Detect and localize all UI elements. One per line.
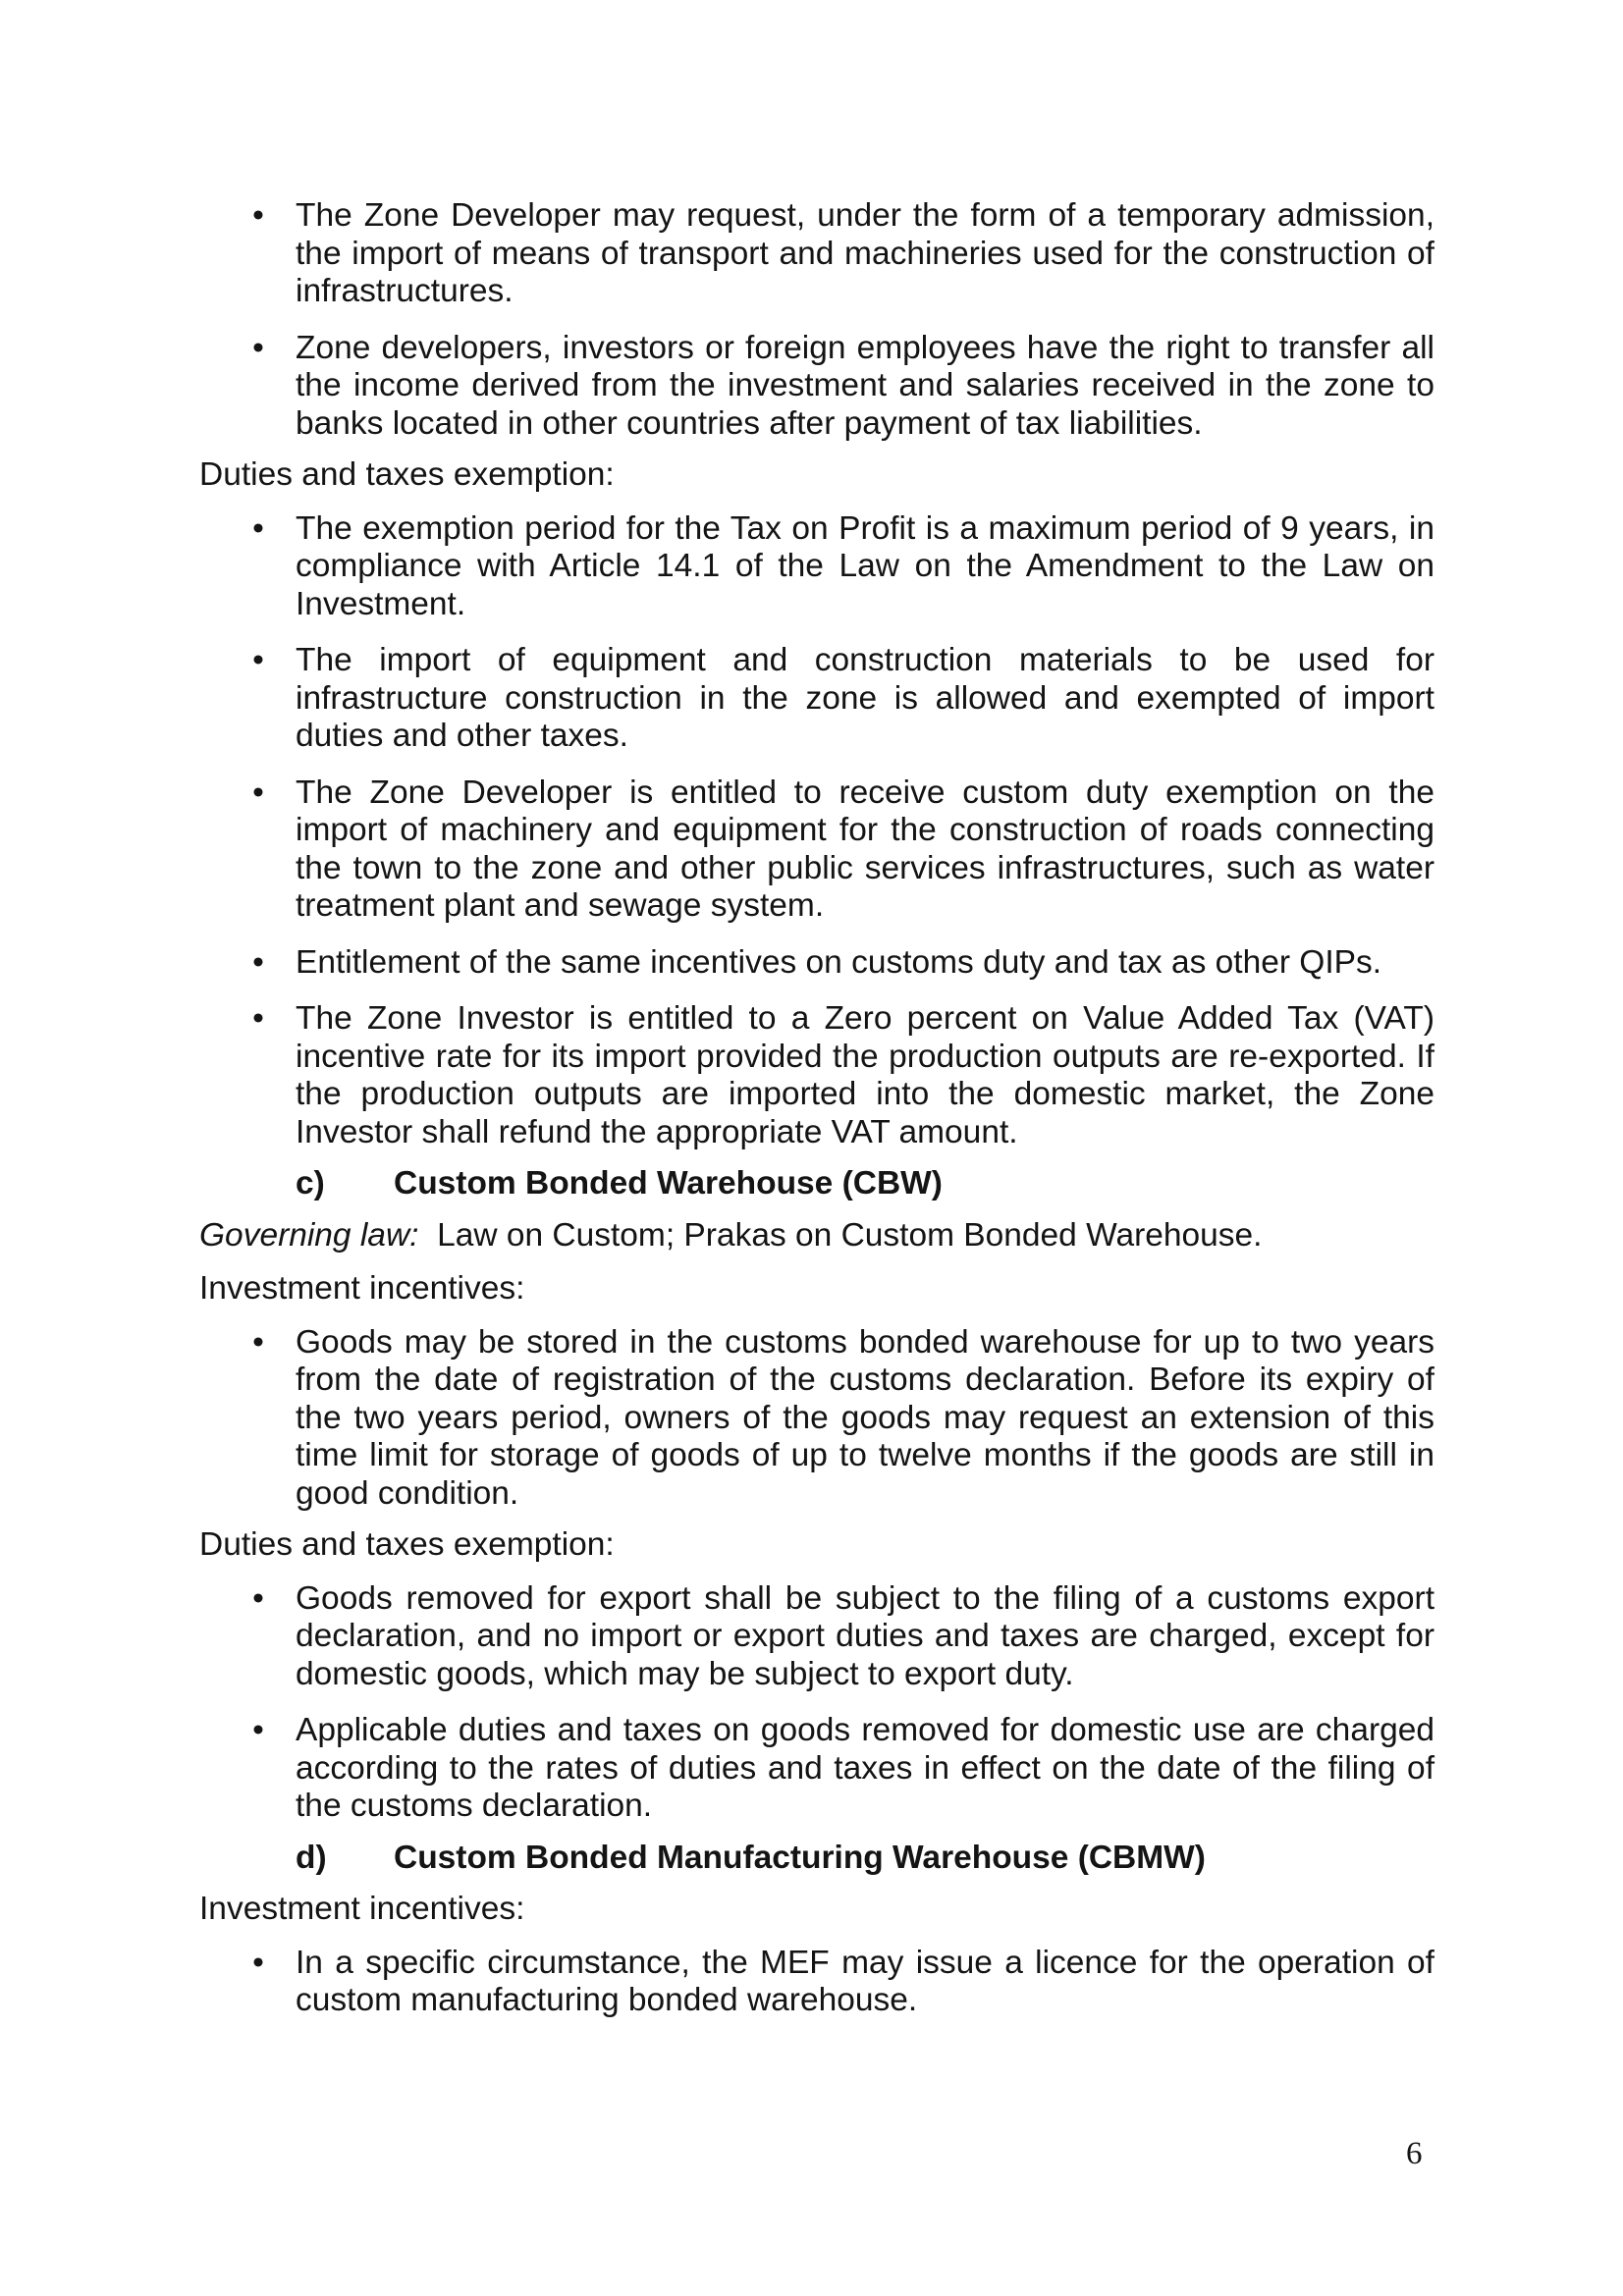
list-item-text: Entitlement of the same incentives on customs duty and tax as other QIPs. (296, 943, 1382, 981)
duties-label-1: Duties and taxes exemption: (199, 456, 615, 493)
list-item-text: The Zone Investor is entitled to a Zero percent on Value Added Tax (VAT) incentive rate for its import provided the production outputs are re-exported. If the production outputs are imported into the domestic market, the Zone Investor shall refund the appropriate VAT amount. (296, 1000, 1434, 1150)
governing-law (199, 1217, 1434, 1255)
bullet-icon: • (252, 1944, 264, 1981)
bullet-list-duties-1 (199, 510, 1434, 1152)
governing-law-label: Governing law: (199, 1216, 419, 1254)
bullet-list-top (199, 197, 1434, 443)
list-item-text: Zone developers, investors or foreign employees have the right to transfer all the income derived from the investment and salaries received in the zone to banks located in other countries after payment of tax liabilities. (296, 329, 1434, 442)
document-page (199, 197, 1434, 2039)
list-item-text: The Zone Developer is entitled to receive custom duty exemption on the import of machinery and equipment for the construction of roads connecting the town to the zone and other public services infrastructures, such as water treatment plant and sewage system. (296, 774, 1434, 924)
bullet-icon: • (252, 1712, 264, 1748)
list-item (199, 1580, 1434, 1694)
bullet-icon: • (252, 509, 264, 547)
bullet-list-investment-1 (199, 1324, 1434, 1514)
list-item-text: The import of equipment and construction materials to be used for infrastructure construction in the zone is allowed and exempted of import duties and other taxes. (296, 642, 1434, 754)
list-item (199, 1712, 1434, 1826)
section-c-title: Custom Bonded Warehouse (CBW) (394, 1165, 943, 1201)
bullet-list-duties-2 (199, 1580, 1434, 1826)
page-number: 6 (1406, 2136, 1423, 2171)
list-item (199, 1324, 1434, 1514)
list-item (199, 944, 1434, 983)
list-item-text: Goods removed for export shall be subject to the filing of a customs export declaration, and no import or export duties and taxes are charged, except for domestic goods, which may be subject to export duty. (296, 1579, 1434, 1692)
bullet-icon: • (252, 329, 264, 366)
list-item-text: In a specific circumstance, the MEF may issue a licence for the operation of custom manufacturing bonded warehouse. (296, 1944, 1434, 2018)
bullet-list-investment-2 (199, 1945, 1434, 2020)
bullet-icon: • (252, 1579, 264, 1617)
list-item-text: The Zone Developer may request, under the form of a temporary admission, the import of means of transport and machineries used for the construction of infrastructures. (296, 197, 1434, 309)
list-item (199, 1000, 1434, 1151)
section-d-letter: d) (296, 1839, 327, 1876)
section-d-title: Custom Bonded Manufacturing Warehouse (CBMW) (394, 1839, 1206, 1876)
governing-law-text: Law on Custom; Prakas on Custom Bonded Warehouse. (418, 1216, 1263, 1254)
section-d-heading (199, 1840, 1434, 1878)
list-item (199, 510, 1434, 624)
list-item-text: Applicable duties and taxes on goods removed for domestic use are charged according to the rates of duties and taxes in effect on the date of the filing of the customs declaration. (296, 1712, 1434, 1824)
duties-label-2: Duties and taxes exemption: (199, 1526, 615, 1563)
list-item (199, 1945, 1434, 2020)
bullet-icon: • (252, 1000, 264, 1037)
list-item-text: Goods may be stored in the customs bonded warehouse for up to two years from the date of registration of the customs declaration. Before its expiry of the two years period, owners of the goods may request an extension of this time limit for storage of goods of up to twelve months if the goods are still in good condition. (296, 1323, 1434, 1512)
bullet-icon: • (252, 197, 264, 234)
bullet-icon: • (252, 774, 264, 811)
list-item-text: The exemption period for the Tax on Profit is a maximum period of 9 years, in compliance with Article 14.1 of the Law on the Amendment to the Law on Investment. (296, 509, 1434, 622)
bullet-icon: • (252, 943, 264, 981)
list-item (199, 774, 1434, 926)
investment-label-1: Investment incentives: (199, 1270, 525, 1307)
section-c-letter: c) (296, 1165, 325, 1201)
list-item (199, 330, 1434, 444)
bullet-icon: • (252, 1323, 264, 1361)
bullet-icon: • (252, 642, 264, 678)
investment-label-2: Investment incentives: (199, 1891, 525, 1927)
section-c-heading (199, 1165, 1434, 1203)
list-item (199, 642, 1434, 756)
list-item (199, 197, 1434, 311)
